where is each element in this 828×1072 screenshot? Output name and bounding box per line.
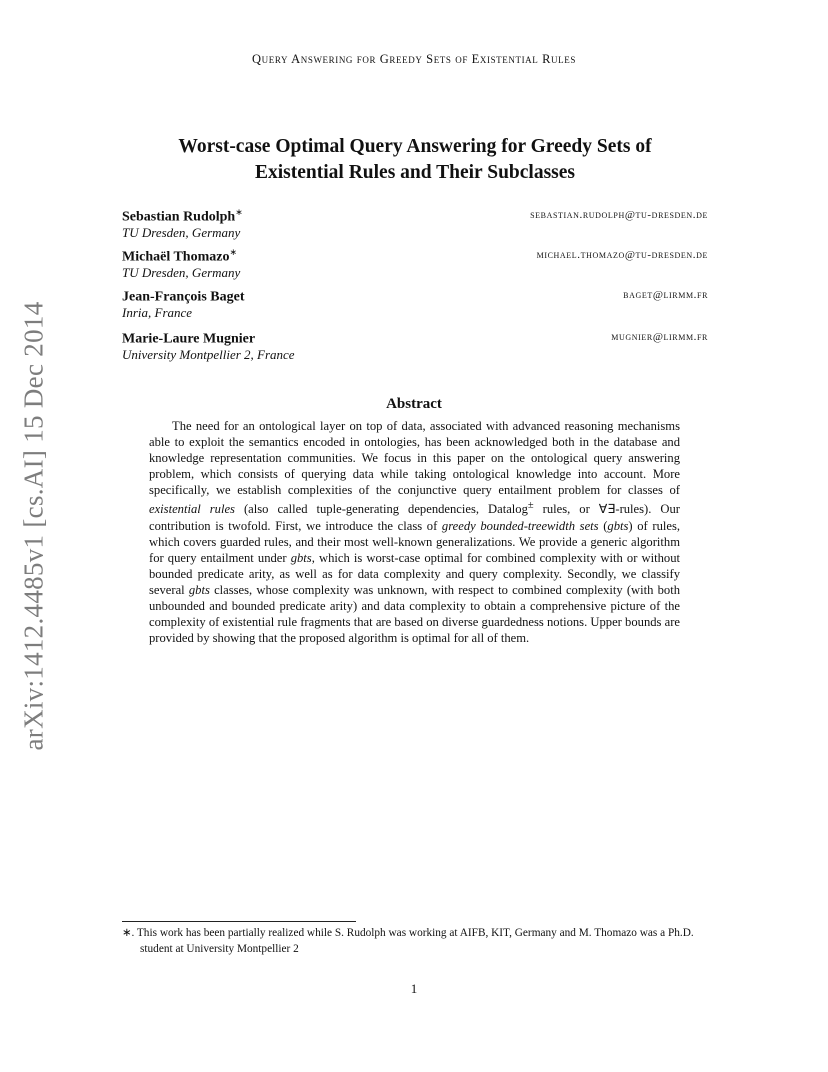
author-name: Michaël Thomazo∗ <box>122 247 238 265</box>
author-affiliation: Inria, France <box>122 305 193 320</box>
emphasis-gbts-definition: greedy bounded-treewidth sets <box>441 518 599 533</box>
author-affiliation: University Montpellier 2, France <box>122 347 295 362</box>
plus-minus-superscript: ± <box>527 500 534 512</box>
footnote: ∗. This work has been partially realized while S. Rudolph was working at AIFB, KIT, Germany and M. Thomazo was a Ph.D. student at University Montpellier 2 <box>122 927 694 955</box>
page-number: 1 <box>410 981 418 996</box>
author-name: Jean-François Baget <box>122 289 245 305</box>
emphasis-gbts: gbts <box>290 550 312 565</box>
author-email[interactable]: sebastian.rudolph@tu-dresden.de <box>530 209 708 221</box>
arxiv-sidebar-stamp <box>12 296 56 756</box>
emphasis-gbts: gbts <box>188 583 210 598</box>
paper-title <box>110 134 720 186</box>
footnote-divider <box>122 921 356 922</box>
arxiv-identifier: arXiv:1412.4485v1 [cs.AI] 15 Dec 2014 <box>18 301 49 751</box>
author-footnote-mark: ∗ <box>229 247 238 257</box>
abstract-heading: Abstract <box>386 396 442 412</box>
emphasis-existential-rules: existential rules <box>149 502 235 517</box>
author-email[interactable]: michael.thomazo@tu-dresden.de <box>536 249 708 261</box>
abstract-body: The need for an ontological layer on top of data, associated with advanced reasoning mechanisms able to exploit the semantics encoded in ontologies, has been acknowledged both in the database and knowledge representation communities. We focus in this paper on the ontological query answering problem, which consists of querying data while taking ontological knowledge into account. More specifically, we establish complexities of the conjunctive query entailment problem for classes of existential rules (also called tuple-generating dependencies, Datalog± rules, or ∀∃-rules). Our contribution is twofold. First, we introduce the class of greedy bounded-treewidth sets (gbts) of rules, which covers guarded rules, and their most well-known generalizations. We provide a generic algorithm for query entailment under gbts, which is worst-case optimal for combined complexity with or without bounded predicate arity, as well as for data complexity and query complexity. Secondly, we classify several gbts classes, whose complexity was unknown, with respect to combined complexity (with both unbounded and bounded predicate arity) and data complexity to obtain a comprehensive picture of the complexity of existential rule fragments that are based on diverse guardedness notions. Upper bounds are provided by showing that the proposed algorithm is optimal for all of them. <box>149 419 681 646</box>
title-line-1: Worst-case Optimal Query Answering for Greedy Sets of <box>178 136 652 157</box>
author-email[interactable]: mugnier@lirmm.fr <box>611 331 708 343</box>
author-affiliation: TU Dresden, Germany <box>122 265 241 280</box>
emphasis-gbts: gbts <box>607 518 629 533</box>
author-affiliation: TU Dresden, Germany <box>122 225 241 240</box>
running-head: Query Answering for Greedy Sets of Existential Rules <box>252 52 576 66</box>
author-name: Sebastian Rudolph∗ <box>122 207 243 225</box>
author-name: Marie-Laure Mugnier <box>122 331 256 347</box>
title-line-2: Existential Rules and Their Subclasses <box>254 162 576 183</box>
author-email[interactable]: baget@lirmm.fr <box>623 289 708 301</box>
author-footnote-mark: ∗ <box>235 207 243 217</box>
